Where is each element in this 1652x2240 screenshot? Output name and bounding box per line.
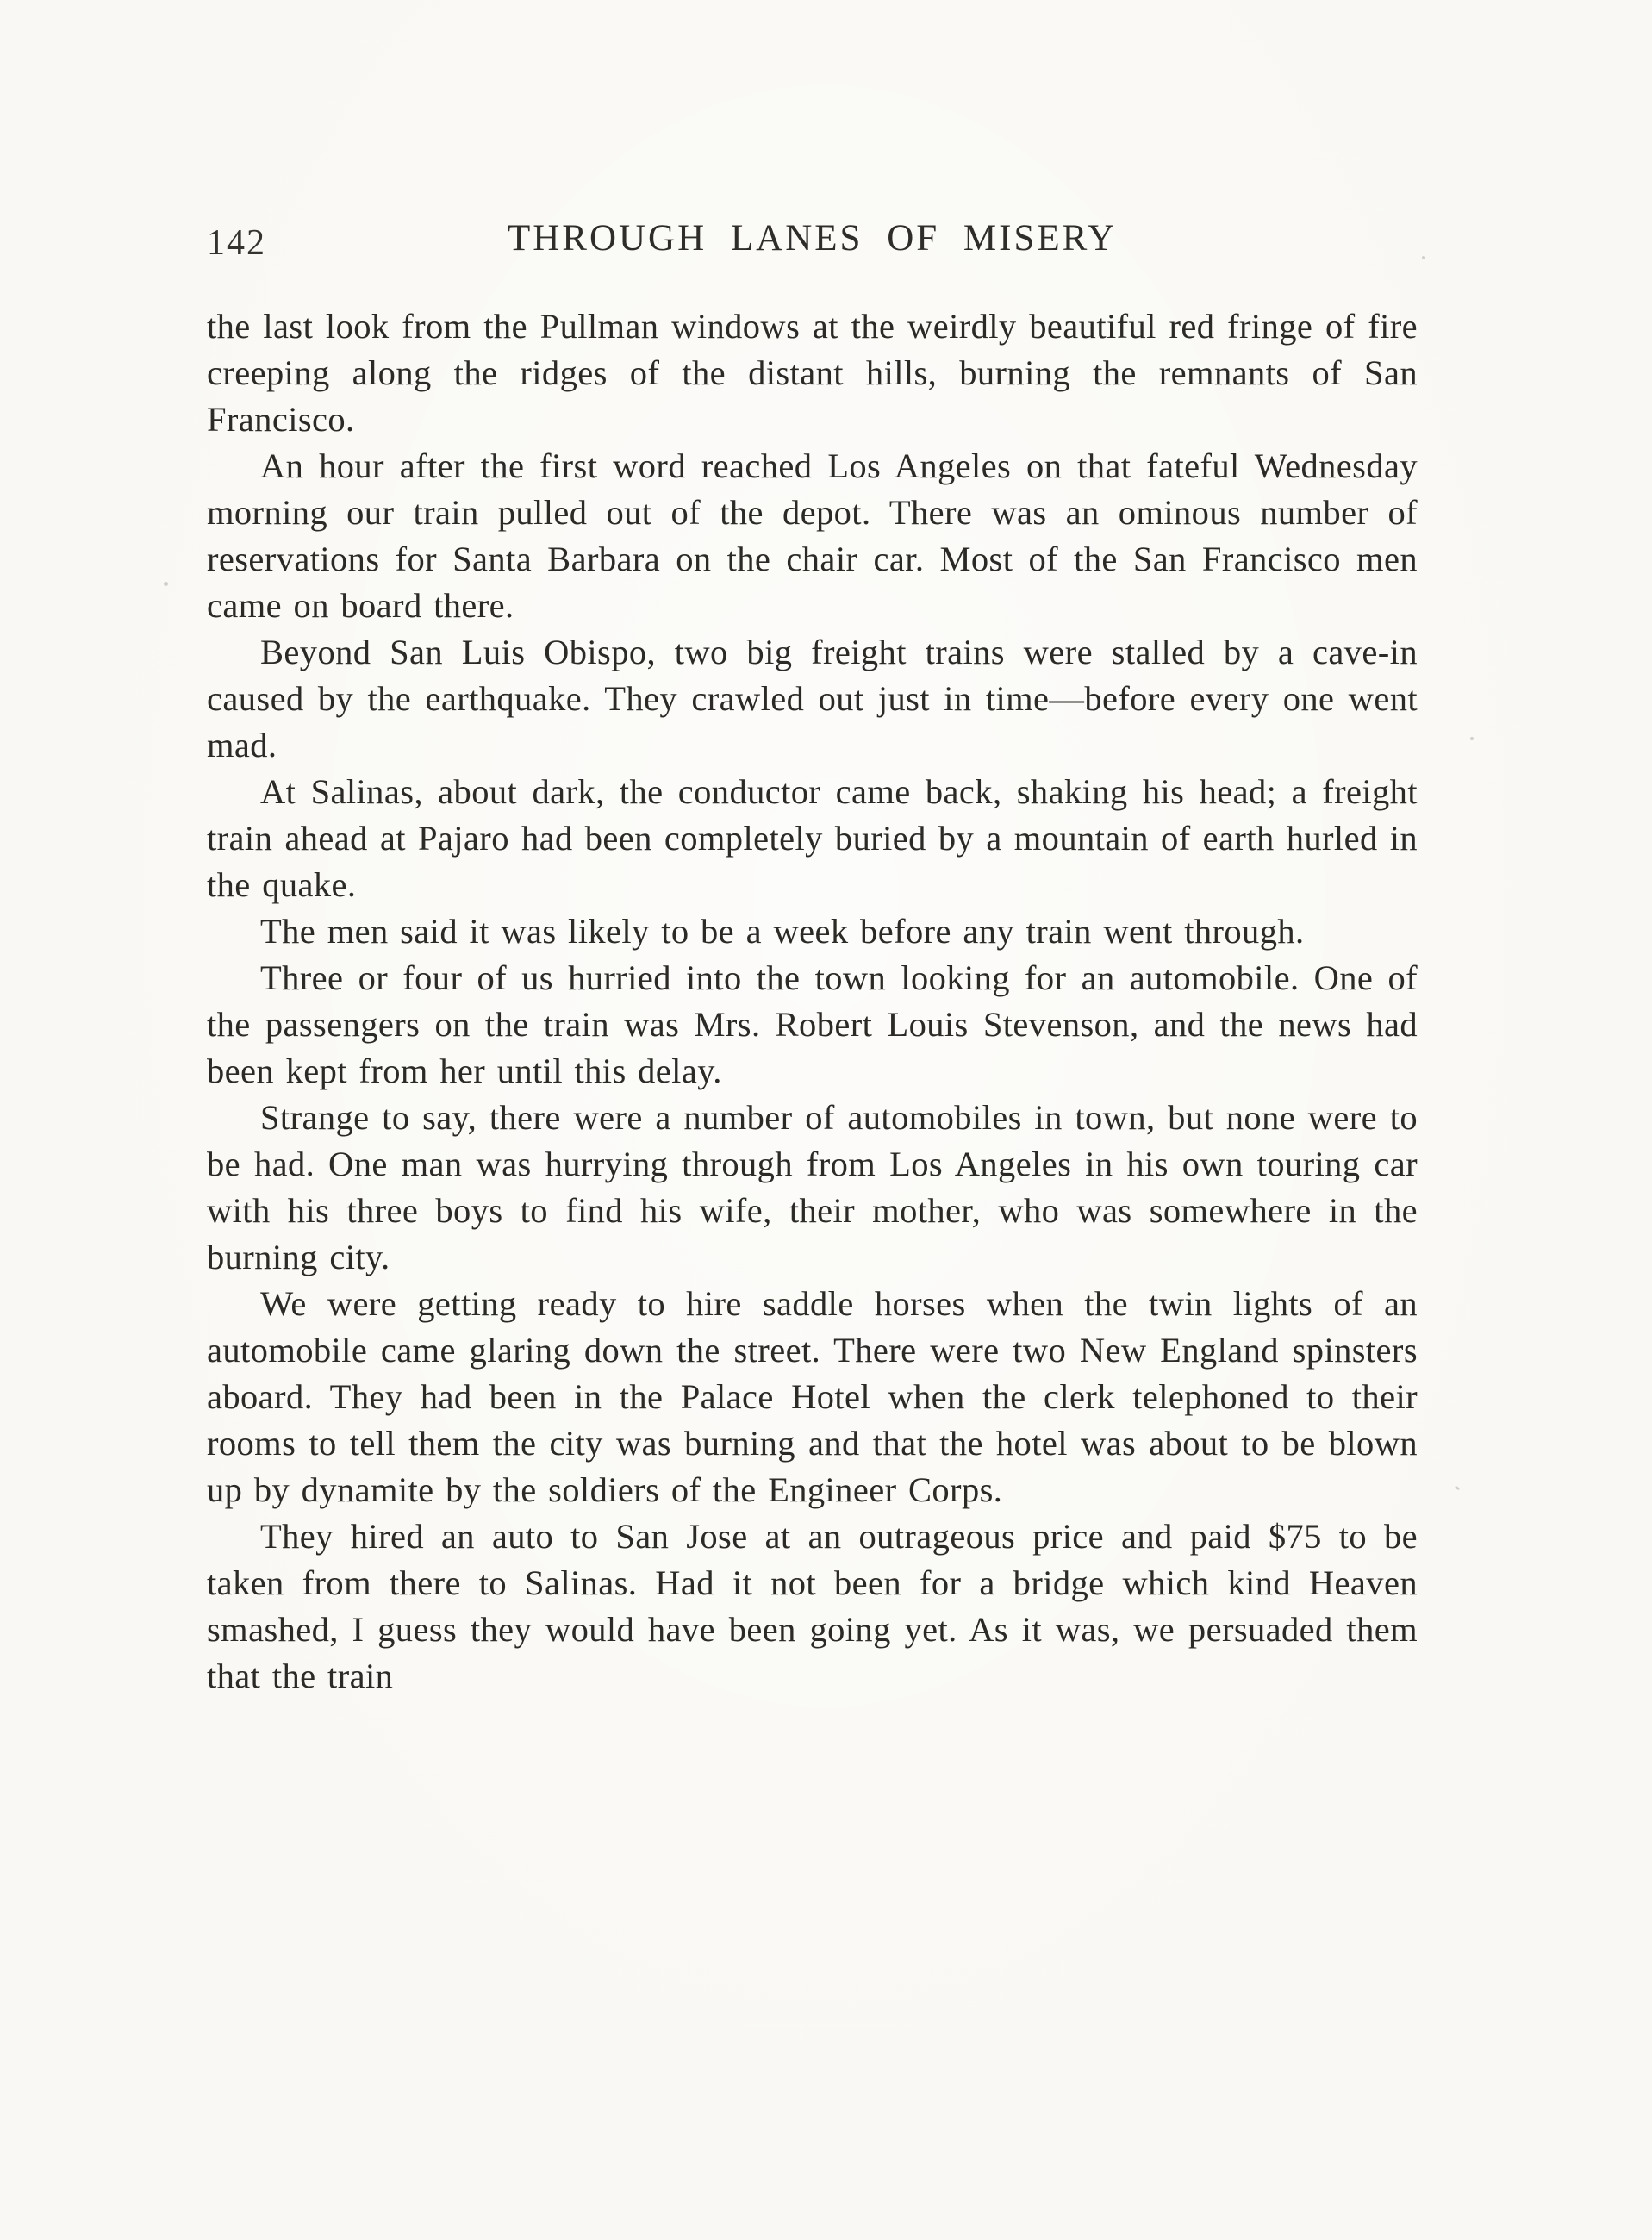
paragraph: Beyond San Luis Obispo, two big freight trains were stalled by a cave-in caused by the earthquake. They crawled out just in time—before every one went mad.: [207, 633, 1418, 764]
scan-speck: [1422, 256, 1425, 259]
scan-speck: [164, 582, 168, 586]
paragraph: We were getting ready to hire saddle horses when the twin lights of an automobile came glaring down the street. There were two New England spinsters aboard. They had been in the Palace Hotel when the clerk telephoned to their rooms to tell them the city was burning and that the hotel was about to be blown up by dynamite by the soldiers of the Engineer Corps.: [207, 1284, 1418, 1509]
paragraph: Strange to say, there were a number of automobiles in town, but none were to be had. One man was hurrying through from Los Angeles in his own touring car with his three boys to find his wife, their mother, who was somewhere in the burning city.: [207, 1098, 1418, 1276]
page-header-row: [207, 217, 1418, 269]
paragraph: the last look from the Pullman windows at the weirdly beautiful red fringe of fire creeping along the ridges of the distant hills, burning the remnants of San Francisco.: [207, 307, 1418, 439]
scan-speck: [1455, 1485, 1461, 1490]
paragraph: They hired an auto to San Jose at an outrageous price and paid $75 to be taken from there to Salinas. Had it not been for a bridge which kind Heaven smashed, I guess they would have been going yet. As it was, we persuaded them that the train: [207, 1517, 1418, 1695]
paragraph: At Salinas, about dark, the conductor came back, shaking his head; a freight train ahead at Pajaro had been completely buried by a mountain of earth hurled in the quake.: [207, 772, 1418, 904]
page-body-text: [207, 303, 1418, 1700]
page-number: 142: [207, 223, 266, 263]
scan-speck: [1470, 737, 1474, 740]
paragraph: Three or four of us hurried into the town looking for an automobile. One of the passengers on the train was Mrs. Robert Louis Stevenson, and the news had been kept from her until this delay.: [207, 958, 1418, 1090]
paragraph: An hour after the first word reached Los Angeles on that fateful Wednesday morning our train pulled out of the depot. There was an ominous number of reservations for Santa Barbara on the chair car. Most of the San Francisco men came on board there.: [207, 446, 1418, 625]
running-head-title: THROUGH LANES OF MISERY: [507, 218, 1118, 259]
paragraph: The men said it was likely to be a week before any train went through.: [260, 912, 1305, 951]
